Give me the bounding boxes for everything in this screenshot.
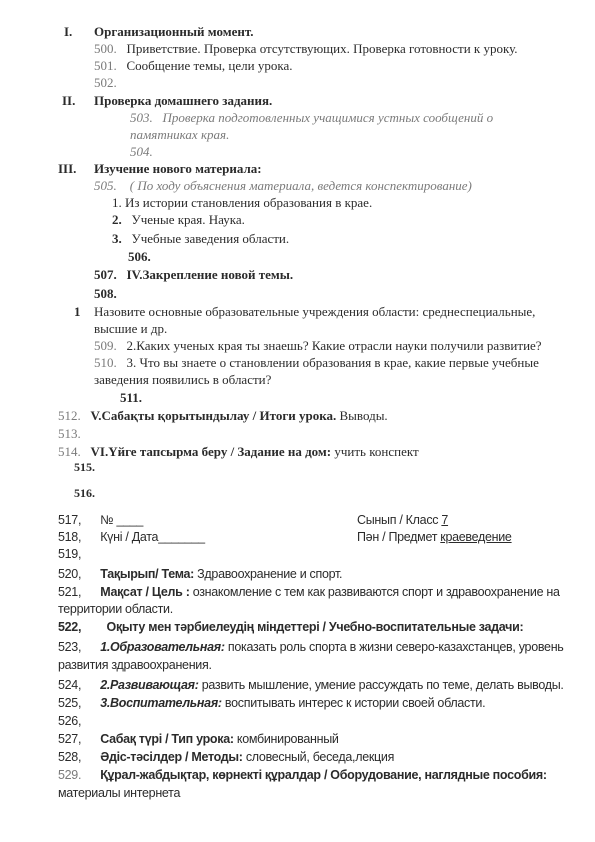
topic-text: Здравоохранение и спорт. <box>194 567 343 581</box>
equipment-label: Құрал-жабдықтар, көрнекті құралдар / Оборудование, наглядные пособия: <box>100 768 547 782</box>
item-number: 502. <box>94 75 117 90</box>
list-item <box>94 354 539 371</box>
class-label: Сынып / Класс <box>357 513 442 527</box>
item-text: Сообщение темы, цели урока. <box>126 58 293 73</box>
task-text-continued: развития здравоохранения. <box>58 658 212 672</box>
item-text: Приветствие. Проверка отсутствующих. Проверка готовности к уроку. <box>126 41 518 56</box>
lesson-type-label: Сабақ түрі / Тип урока: <box>100 732 234 746</box>
list-item <box>94 40 518 57</box>
goal-text-continued: территории области. <box>58 602 173 616</box>
item-number: 522, <box>58 620 82 634</box>
plan-row <box>58 619 523 636</box>
task-label: 3.Воспитательная: <box>100 696 222 710</box>
plan-row <box>58 512 143 529</box>
task-label: 2.Развивающая: <box>100 678 199 692</box>
item-number: 501. <box>94 58 117 73</box>
question-text-continued: высшие и др. <box>94 321 168 336</box>
item-number: 528, <box>58 750 82 764</box>
question-text-continued: заведения появились в области? <box>94 372 272 387</box>
subject-label: Пән / Предмет <box>357 530 441 544</box>
item-number: 500. <box>94 41 117 56</box>
item-number: 507. <box>94 267 117 282</box>
item-number: 518, <box>58 530 82 544</box>
item-number: 529. <box>58 768 82 782</box>
item-number: 512. <box>58 408 81 423</box>
goal-text: ознакомление с тем как развиваются спорт и здравоохранение на <box>189 585 560 599</box>
section-5-title: V.Сабақты қорытындылау / Итоги урока. <box>90 408 337 423</box>
plan-row <box>58 695 485 712</box>
section-5-heading <box>58 407 388 424</box>
item-number: 504. <box>130 144 153 159</box>
plan-row <box>58 749 394 766</box>
topic-label: Тақырып/ Тема: <box>100 567 194 581</box>
item-number: 503. <box>130 110 153 125</box>
section-2-title: Проверка домашнего задания. <box>94 93 273 108</box>
item-number: 2. <box>112 212 122 227</box>
list-item <box>94 57 292 74</box>
plan-row <box>58 639 564 656</box>
item-number: 527, <box>58 732 82 746</box>
task-text: воспитывать интерес к истории своей области. <box>221 696 486 710</box>
item-number: 515. <box>74 460 95 474</box>
item-number: 1. <box>112 195 122 210</box>
list-item <box>94 337 542 354</box>
date-field: Күні / Дата_______ <box>100 530 205 544</box>
plan-row <box>58 677 564 694</box>
list-item <box>112 230 289 247</box>
section-3-roman: III. <box>58 161 77 176</box>
task-text: показать роль спорта в жизни северо-казахстанцев, уровень <box>224 640 564 654</box>
lesson-type-value: комбинированный <box>233 732 339 746</box>
plan-row <box>58 584 560 601</box>
item-number: 511. <box>120 390 143 405</box>
item-number: 520, <box>58 567 82 581</box>
section-4-heading <box>94 266 293 283</box>
item-number: 509. <box>94 338 117 353</box>
question-text: 3. Что вы знаете о становлении образования в крае, какие первые учебные <box>126 355 539 370</box>
item-number: 521, <box>58 585 82 599</box>
section-1-roman: I. <box>64 24 73 39</box>
section-1-title: Организационный момент. <box>94 24 254 39</box>
subject-value: краеведение <box>440 530 512 544</box>
item-text: Учебные заведения области. <box>131 231 290 246</box>
item-number: 525, <box>58 696 82 710</box>
lesson-number: № ____ <box>100 513 144 527</box>
list-item <box>112 211 245 228</box>
subject-field <box>357 529 512 546</box>
question-text: 2.Каких ученых края ты знаешь? Какие отрасли науки получили развитие? <box>126 338 542 353</box>
class-field <box>357 512 448 529</box>
plan-row <box>58 566 342 583</box>
section-3-title: Изучение нового материала: <box>94 161 262 176</box>
item-number: 523, <box>58 640 82 654</box>
class-value: 7 <box>441 513 449 527</box>
section-6-heading <box>58 443 419 460</box>
methods-value: словесный, беседа,лекция <box>242 750 395 764</box>
item-number: 505. <box>94 178 117 193</box>
item-number: 519, <box>58 547 82 561</box>
goal-label: Мақсат / Цель : <box>100 585 190 599</box>
plan-row <box>58 731 339 748</box>
item-number: 526, <box>58 714 82 728</box>
item-text-continued: памятниках края. <box>130 127 230 142</box>
item-number: 506. <box>128 249 151 264</box>
section-4-title: IV.Закрепление новой темы. <box>126 267 294 282</box>
equipment-value: материалы интернета <box>58 786 181 800</box>
item-number: 514. <box>58 444 81 459</box>
item-number: 516. <box>74 486 95 500</box>
item-number: 510. <box>94 355 117 370</box>
item-number: 508. <box>94 286 117 301</box>
task-label: 1.Образовательная: <box>100 640 225 654</box>
item-text: Ученые края. Наука. <box>131 212 245 227</box>
item-number: 513. <box>58 426 81 441</box>
item-text: Из истории становления образования в крае. <box>125 195 373 210</box>
item-number: 3. <box>112 231 122 246</box>
section-6-title: VI.Үйге тапсырма беру / Задание на дом: <box>90 444 332 459</box>
item-number: 517, <box>58 513 82 527</box>
tasks-heading: Оқыту мен тәрбиелеудің міндеттері / Учебно-воспитательные задачи: <box>106 620 524 634</box>
plan-row <box>58 767 547 784</box>
item-number: 524, <box>58 678 82 692</box>
section-2-roman: II. <box>62 93 76 108</box>
item-text: Проверка подготовленных учащимися устных сообщений о <box>162 110 494 125</box>
note <box>94 177 472 194</box>
section-5-rest: Выводы. <box>336 408 388 423</box>
question-number: 1 <box>74 304 81 319</box>
list-item <box>112 194 372 211</box>
question-text: Назовите основные образовательные учреждения области: среднеспециальные, <box>94 304 536 319</box>
list-item <box>130 109 493 126</box>
section-6-rest: учить конспект <box>331 444 419 459</box>
task-text: развить мышление, умение рассуждать по теме, делать выводы. <box>198 678 564 692</box>
methods-label: Әдіс-тәсілдер / Методы: <box>100 750 243 764</box>
plan-row <box>58 529 205 546</box>
note-text: ( По ходу объяснения материала, ведется конспектирование) <box>129 178 472 193</box>
